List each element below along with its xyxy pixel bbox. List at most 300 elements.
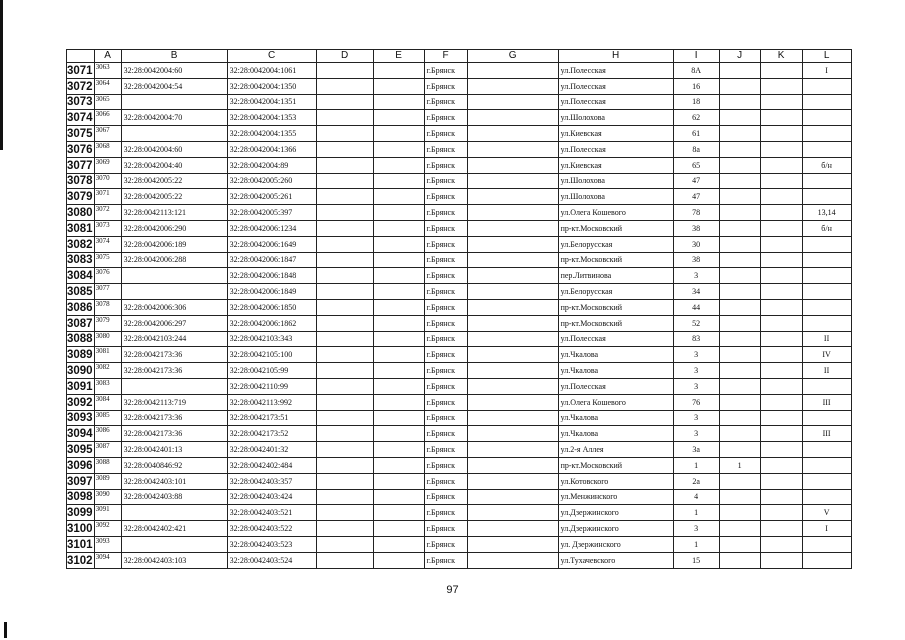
cell-d[interactable]: [316, 315, 373, 331]
cell-c[interactable]: 32:28:0042403:357: [227, 473, 316, 489]
cell-g[interactable]: [467, 331, 558, 347]
cell-l[interactable]: [802, 489, 851, 505]
cell-l[interactable]: [802, 268, 851, 284]
cell-j[interactable]: [719, 315, 760, 331]
cell-j[interactable]: [719, 363, 760, 379]
cell-h[interactable]: ул.Шолохова: [558, 173, 673, 189]
cell-f[interactable]: г.Брянск: [424, 378, 467, 394]
cell-c[interactable]: 32:28:0042004:1355: [227, 126, 316, 142]
cell-b[interactable]: 32:28:0042103:244: [121, 331, 227, 347]
cell-l[interactable]: [802, 378, 851, 394]
cell-i[interactable]: 3а: [673, 442, 719, 458]
cell-b[interactable]: 32:28:0042402:421: [121, 521, 227, 537]
cell-e[interactable]: [373, 489, 424, 505]
row-number[interactable]: 3093: [67, 410, 95, 426]
cell-i[interactable]: 30: [673, 236, 719, 252]
cell-j[interactable]: [719, 220, 760, 236]
column-header-h[interactable]: H: [558, 50, 673, 63]
cell-c[interactable]: 32:28:0042005:261: [227, 189, 316, 205]
cell-i[interactable]: 52: [673, 315, 719, 331]
cell-e[interactable]: [373, 521, 424, 537]
cell-g[interactable]: [467, 363, 558, 379]
cell-j[interactable]: [719, 284, 760, 300]
cell-g[interactable]: [467, 489, 558, 505]
cell-h[interactable]: ул.Тухачевского: [558, 552, 673, 568]
cell-k[interactable]: [760, 236, 802, 252]
cell-b[interactable]: [121, 378, 227, 394]
cell-e[interactable]: [373, 552, 424, 568]
cell-a[interactable]: 3087: [94, 442, 121, 458]
cell-g[interactable]: [467, 236, 558, 252]
cell-i[interactable]: 3: [673, 426, 719, 442]
cell-l[interactable]: [802, 110, 851, 126]
cell-d[interactable]: [316, 63, 373, 79]
cell-j[interactable]: [719, 347, 760, 363]
cell-l[interactable]: [802, 299, 851, 315]
cell-d[interactable]: [316, 268, 373, 284]
cell-l[interactable]: [802, 284, 851, 300]
cell-d[interactable]: [316, 252, 373, 268]
cell-g[interactable]: [467, 394, 558, 410]
cell-k[interactable]: [760, 347, 802, 363]
cell-c[interactable]: 32:28:0042006:1847: [227, 252, 316, 268]
cell-l[interactable]: II: [802, 331, 851, 347]
cell-j[interactable]: [719, 110, 760, 126]
row-number[interactable]: 3076: [67, 141, 95, 157]
cell-l[interactable]: б/н: [802, 220, 851, 236]
cell-f[interactable]: г.Брянск: [424, 252, 467, 268]
cell-j[interactable]: [719, 189, 760, 205]
cell-l[interactable]: [802, 94, 851, 110]
cell-c[interactable]: 32:28:0042006:1649: [227, 236, 316, 252]
row-number[interactable]: 3098: [67, 489, 95, 505]
cell-f[interactable]: г.Брянск: [424, 442, 467, 458]
cell-k[interactable]: [760, 78, 802, 94]
column-header-i[interactable]: I: [673, 50, 719, 63]
cell-i[interactable]: 4: [673, 489, 719, 505]
cell-e[interactable]: [373, 347, 424, 363]
row-number[interactable]: 3071: [67, 63, 95, 79]
cell-h[interactable]: пр-кт.Московский: [558, 299, 673, 315]
cell-d[interactable]: [316, 442, 373, 458]
cell-k[interactable]: [760, 552, 802, 568]
cell-d[interactable]: [316, 236, 373, 252]
cell-e[interactable]: [373, 442, 424, 458]
cell-c[interactable]: 32:28:0042004:1061: [227, 63, 316, 79]
cell-i[interactable]: 3: [673, 363, 719, 379]
cell-d[interactable]: [316, 94, 373, 110]
cell-f[interactable]: г.Брянск: [424, 552, 467, 568]
cell-e[interactable]: [373, 410, 424, 426]
cell-j[interactable]: [719, 394, 760, 410]
cell-d[interactable]: [316, 284, 373, 300]
cell-h[interactable]: ул.Полесская: [558, 78, 673, 94]
cell-b[interactable]: 32:28:0042006:297: [121, 315, 227, 331]
cell-l[interactable]: V: [802, 505, 851, 521]
cell-c[interactable]: 32:28:0042173:52: [227, 426, 316, 442]
cell-h[interactable]: ул.Чкалова: [558, 410, 673, 426]
cell-k[interactable]: [760, 363, 802, 379]
cell-k[interactable]: [760, 173, 802, 189]
cell-a[interactable]: 3093: [94, 536, 121, 552]
cell-j[interactable]: [719, 378, 760, 394]
cell-e[interactable]: [373, 315, 424, 331]
cell-a[interactable]: 3071: [94, 189, 121, 205]
cell-l[interactable]: 13,14: [802, 205, 851, 221]
cell-k[interactable]: [760, 315, 802, 331]
cell-k[interactable]: [760, 489, 802, 505]
cell-l[interactable]: [802, 552, 851, 568]
cell-d[interactable]: [316, 205, 373, 221]
cell-f[interactable]: г.Брянск: [424, 457, 467, 473]
cell-i[interactable]: 1: [673, 536, 719, 552]
cell-c[interactable]: 32:28:0042403:424: [227, 489, 316, 505]
cell-a[interactable]: 3069: [94, 157, 121, 173]
cell-i[interactable]: 3: [673, 521, 719, 537]
cell-d[interactable]: [316, 347, 373, 363]
cell-b[interactable]: 32:28:0042403:88: [121, 489, 227, 505]
cell-e[interactable]: [373, 299, 424, 315]
row-number[interactable]: 3102: [67, 552, 95, 568]
cell-a[interactable]: 3081: [94, 347, 121, 363]
cell-j[interactable]: [719, 141, 760, 157]
cell-f[interactable]: г.Брянск: [424, 299, 467, 315]
cell-b[interactable]: [121, 505, 227, 521]
cell-h[interactable]: ул.Киевская: [558, 126, 673, 142]
cell-h[interactable]: пер.Литвинова: [558, 268, 673, 284]
column-header-e[interactable]: E: [373, 50, 424, 63]
cell-a[interactable]: 3079: [94, 315, 121, 331]
column-header-c[interactable]: C: [227, 50, 316, 63]
cell-c[interactable]: 32:28:0042402:484: [227, 457, 316, 473]
cell-g[interactable]: [467, 473, 558, 489]
cell-a[interactable]: 3064: [94, 78, 121, 94]
cell-a[interactable]: 3089: [94, 473, 121, 489]
cell-c[interactable]: 32:28:0042105:100: [227, 347, 316, 363]
cell-j[interactable]: [719, 552, 760, 568]
cell-i[interactable]: 18: [673, 94, 719, 110]
cell-c[interactable]: 32:28:0042006:1234: [227, 220, 316, 236]
cell-b[interactable]: 32:28:0042403:101: [121, 473, 227, 489]
cell-h[interactable]: ул.Менжинского: [558, 489, 673, 505]
cell-d[interactable]: [316, 505, 373, 521]
cell-h[interactable]: ул.Шолохова: [558, 110, 673, 126]
row-number[interactable]: 3095: [67, 442, 95, 458]
row-number[interactable]: 3079: [67, 189, 95, 205]
cell-b[interactable]: 32:28:0042403:103: [121, 552, 227, 568]
cell-l[interactable]: [802, 141, 851, 157]
cell-k[interactable]: [760, 63, 802, 79]
row-number[interactable]: 3077: [67, 157, 95, 173]
cell-f[interactable]: г.Брянск: [424, 284, 467, 300]
cell-j[interactable]: [719, 536, 760, 552]
cell-g[interactable]: [467, 315, 558, 331]
cell-f[interactable]: г.Брянск: [424, 236, 467, 252]
cell-a[interactable]: 3085: [94, 410, 121, 426]
row-number[interactable]: 3080: [67, 205, 95, 221]
cell-d[interactable]: [316, 220, 373, 236]
column-header-k[interactable]: K: [760, 50, 802, 63]
cell-f[interactable]: г.Брянск: [424, 426, 467, 442]
cell-i[interactable]: 8А: [673, 63, 719, 79]
cell-e[interactable]: [373, 141, 424, 157]
cell-i[interactable]: 44: [673, 299, 719, 315]
cell-j[interactable]: [719, 63, 760, 79]
cell-k[interactable]: [760, 205, 802, 221]
cell-i[interactable]: 61: [673, 126, 719, 142]
cell-j[interactable]: [719, 94, 760, 110]
cell-g[interactable]: [467, 110, 558, 126]
cell-i[interactable]: 65: [673, 157, 719, 173]
cell-g[interactable]: [467, 157, 558, 173]
cell-c[interactable]: 32:28:0042113:992: [227, 394, 316, 410]
column-header-d[interactable]: D: [316, 50, 373, 63]
cell-a[interactable]: 3072: [94, 205, 121, 221]
cell-j[interactable]: 1: [719, 457, 760, 473]
cell-b[interactable]: [121, 268, 227, 284]
cell-b[interactable]: 32:28:0042005:22: [121, 173, 227, 189]
cell-e[interactable]: [373, 236, 424, 252]
cell-g[interactable]: [467, 299, 558, 315]
cell-h[interactable]: ул.Полесская: [558, 63, 673, 79]
cell-l[interactable]: I: [802, 63, 851, 79]
cell-c[interactable]: 32:28:0042403:523: [227, 536, 316, 552]
cell-l[interactable]: б/н: [802, 157, 851, 173]
cell-e[interactable]: [373, 268, 424, 284]
cell-h[interactable]: пр-кт.Московский: [558, 315, 673, 331]
cell-k[interactable]: [760, 94, 802, 110]
cell-h[interactable]: пр-кт.Московский: [558, 220, 673, 236]
cell-c[interactable]: 32:28:0042403:524: [227, 552, 316, 568]
cell-c[interactable]: 32:28:0042403:522: [227, 521, 316, 537]
cell-l[interactable]: [802, 473, 851, 489]
cell-f[interactable]: г.Брянск: [424, 141, 467, 157]
cell-i[interactable]: 47: [673, 189, 719, 205]
cell-g[interactable]: [467, 141, 558, 157]
cell-h[interactable]: пр-кт.Московский: [558, 457, 673, 473]
cell-e[interactable]: [373, 63, 424, 79]
cell-f[interactable]: г.Брянск: [424, 347, 467, 363]
row-number[interactable]: 3075: [67, 126, 95, 142]
cell-f[interactable]: г.Брянск: [424, 173, 467, 189]
cell-i[interactable]: 3: [673, 378, 719, 394]
cell-g[interactable]: [467, 284, 558, 300]
cell-h[interactable]: ул.Полесская: [558, 331, 673, 347]
cell-l[interactable]: [802, 410, 851, 426]
cell-c[interactable]: 32:28:0042006:1848: [227, 268, 316, 284]
cell-j[interactable]: [719, 173, 760, 189]
cell-j[interactable]: [719, 252, 760, 268]
cell-a[interactable]: 3073: [94, 220, 121, 236]
cell-a[interactable]: 3066: [94, 110, 121, 126]
cell-f[interactable]: г.Брянск: [424, 521, 467, 537]
cell-i[interactable]: 62: [673, 110, 719, 126]
cell-a[interactable]: 3091: [94, 505, 121, 521]
cell-k[interactable]: [760, 126, 802, 142]
cell-l[interactable]: [802, 315, 851, 331]
cell-j[interactable]: [719, 236, 760, 252]
cell-a[interactable]: 3070: [94, 173, 121, 189]
corner-cell[interactable]: [67, 50, 95, 63]
cell-i[interactable]: 3: [673, 268, 719, 284]
cell-c[interactable]: 32:28:0042103:343: [227, 331, 316, 347]
cell-b[interactable]: [121, 94, 227, 110]
cell-i[interactable]: 78: [673, 205, 719, 221]
cell-d[interactable]: [316, 173, 373, 189]
cell-d[interactable]: [316, 378, 373, 394]
cell-h[interactable]: ул.Дзержинского: [558, 521, 673, 537]
cell-e[interactable]: [373, 126, 424, 142]
cell-g[interactable]: [467, 552, 558, 568]
cell-g[interactable]: [467, 536, 558, 552]
cell-k[interactable]: [760, 284, 802, 300]
cell-a[interactable]: 3084: [94, 394, 121, 410]
cell-g[interactable]: [467, 426, 558, 442]
cell-f[interactable]: г.Брянск: [424, 268, 467, 284]
cell-c[interactable]: 32:28:0042006:1850: [227, 299, 316, 315]
cell-d[interactable]: [316, 331, 373, 347]
cell-b[interactable]: 32:28:0042004:54: [121, 78, 227, 94]
cell-k[interactable]: [760, 378, 802, 394]
cell-k[interactable]: [760, 331, 802, 347]
cell-k[interactable]: [760, 426, 802, 442]
cell-d[interactable]: [316, 299, 373, 315]
cell-i[interactable]: 2а: [673, 473, 719, 489]
cell-l[interactable]: IV: [802, 347, 851, 363]
cell-b[interactable]: 32:28:0042006:290: [121, 220, 227, 236]
row-number[interactable]: 3096: [67, 457, 95, 473]
row-number[interactable]: 3094: [67, 426, 95, 442]
cell-e[interactable]: [373, 473, 424, 489]
cell-c[interactable]: 32:28:0042004:1353: [227, 110, 316, 126]
cell-k[interactable]: [760, 268, 802, 284]
cell-i[interactable]: 76: [673, 394, 719, 410]
cell-e[interactable]: [373, 94, 424, 110]
cell-l[interactable]: [802, 78, 851, 94]
cell-h[interactable]: ул.Чкалова: [558, 426, 673, 442]
row-number[interactable]: 3085: [67, 284, 95, 300]
cell-f[interactable]: г.Брянск: [424, 315, 467, 331]
cell-b[interactable]: 32:28:0042004:70: [121, 110, 227, 126]
cell-b[interactable]: 32:28:0042004:60: [121, 141, 227, 157]
cell-j[interactable]: [719, 473, 760, 489]
cell-j[interactable]: [719, 331, 760, 347]
cell-j[interactable]: [719, 410, 760, 426]
cell-b[interactable]: 32:28:0042113:121: [121, 205, 227, 221]
cell-j[interactable]: [719, 299, 760, 315]
cell-h[interactable]: ул.Олега Кошевого: [558, 205, 673, 221]
cell-l[interactable]: III: [802, 394, 851, 410]
cell-a[interactable]: 3078: [94, 299, 121, 315]
row-number[interactable]: 3074: [67, 110, 95, 126]
cell-e[interactable]: [373, 189, 424, 205]
cell-a[interactable]: 3083: [94, 378, 121, 394]
row-number[interactable]: 3097: [67, 473, 95, 489]
cell-d[interactable]: [316, 521, 373, 537]
row-number[interactable]: 3082: [67, 236, 95, 252]
cell-d[interactable]: [316, 536, 373, 552]
cell-j[interactable]: [719, 442, 760, 458]
cell-j[interactable]: [719, 205, 760, 221]
cell-b[interactable]: [121, 284, 227, 300]
cell-h[interactable]: ул.Полесская: [558, 141, 673, 157]
cell-c[interactable]: 32:28:0042006:1849: [227, 284, 316, 300]
cell-h[interactable]: ул.Белорусская: [558, 284, 673, 300]
cell-e[interactable]: [373, 220, 424, 236]
cell-a[interactable]: 3065: [94, 94, 121, 110]
cell-b[interactable]: 32:28:0042113:719: [121, 394, 227, 410]
column-header-f[interactable]: F: [424, 50, 467, 63]
cell-h[interactable]: ул.Чкалова: [558, 363, 673, 379]
cell-c[interactable]: 32:28:0042006:1862: [227, 315, 316, 331]
cell-l[interactable]: [802, 189, 851, 205]
column-header-l[interactable]: L: [802, 50, 851, 63]
cell-e[interactable]: [373, 505, 424, 521]
cell-i[interactable]: 3: [673, 347, 719, 363]
cell-e[interactable]: [373, 331, 424, 347]
cell-k[interactable]: [760, 394, 802, 410]
cell-i[interactable]: 83: [673, 331, 719, 347]
cell-a[interactable]: 3067: [94, 126, 121, 142]
cell-i[interactable]: 16: [673, 78, 719, 94]
cell-k[interactable]: [760, 299, 802, 315]
cell-j[interactable]: [719, 78, 760, 94]
cell-k[interactable]: [760, 220, 802, 236]
cell-g[interactable]: [467, 442, 558, 458]
cell-b[interactable]: 32:28:0042006:288: [121, 252, 227, 268]
cell-l[interactable]: [802, 536, 851, 552]
cell-k[interactable]: [760, 189, 802, 205]
cell-g[interactable]: [467, 505, 558, 521]
row-number[interactable]: 3086: [67, 299, 95, 315]
cell-h[interactable]: ул.Дзержинского: [558, 505, 673, 521]
cell-b[interactable]: [121, 126, 227, 142]
cell-g[interactable]: [467, 205, 558, 221]
cell-b[interactable]: 32:28:0042173:36: [121, 426, 227, 442]
cell-k[interactable]: [760, 141, 802, 157]
cell-j[interactable]: [719, 505, 760, 521]
cell-f[interactable]: г.Брянск: [424, 220, 467, 236]
cell-f[interactable]: г.Брянск: [424, 63, 467, 79]
cell-d[interactable]: [316, 473, 373, 489]
cell-e[interactable]: [373, 536, 424, 552]
cell-d[interactable]: [316, 457, 373, 473]
cell-l[interactable]: [802, 126, 851, 142]
cell-g[interactable]: [467, 457, 558, 473]
row-number[interactable]: 3089: [67, 347, 95, 363]
cell-h[interactable]: пр-кт.Московский: [558, 252, 673, 268]
cell-d[interactable]: [316, 552, 373, 568]
cell-g[interactable]: [467, 63, 558, 79]
cell-e[interactable]: [373, 252, 424, 268]
cell-a[interactable]: 3092: [94, 521, 121, 537]
cell-d[interactable]: [316, 410, 373, 426]
cell-i[interactable]: 1: [673, 505, 719, 521]
cell-g[interactable]: [467, 94, 558, 110]
cell-c[interactable]: 32:28:0042005:397: [227, 205, 316, 221]
cell-i[interactable]: 8а: [673, 141, 719, 157]
cell-a[interactable]: 3068: [94, 141, 121, 157]
cell-h[interactable]: ул.Олега Кошевого: [558, 394, 673, 410]
cell-c[interactable]: 32:28:0042005:260: [227, 173, 316, 189]
cell-e[interactable]: [373, 363, 424, 379]
cell-j[interactable]: [719, 157, 760, 173]
cell-a[interactable]: 3075: [94, 252, 121, 268]
cell-l[interactable]: [802, 442, 851, 458]
cell-b[interactable]: 32:28:0042401:13: [121, 442, 227, 458]
cell-f[interactable]: г.Брянск: [424, 78, 467, 94]
cell-g[interactable]: [467, 410, 558, 426]
